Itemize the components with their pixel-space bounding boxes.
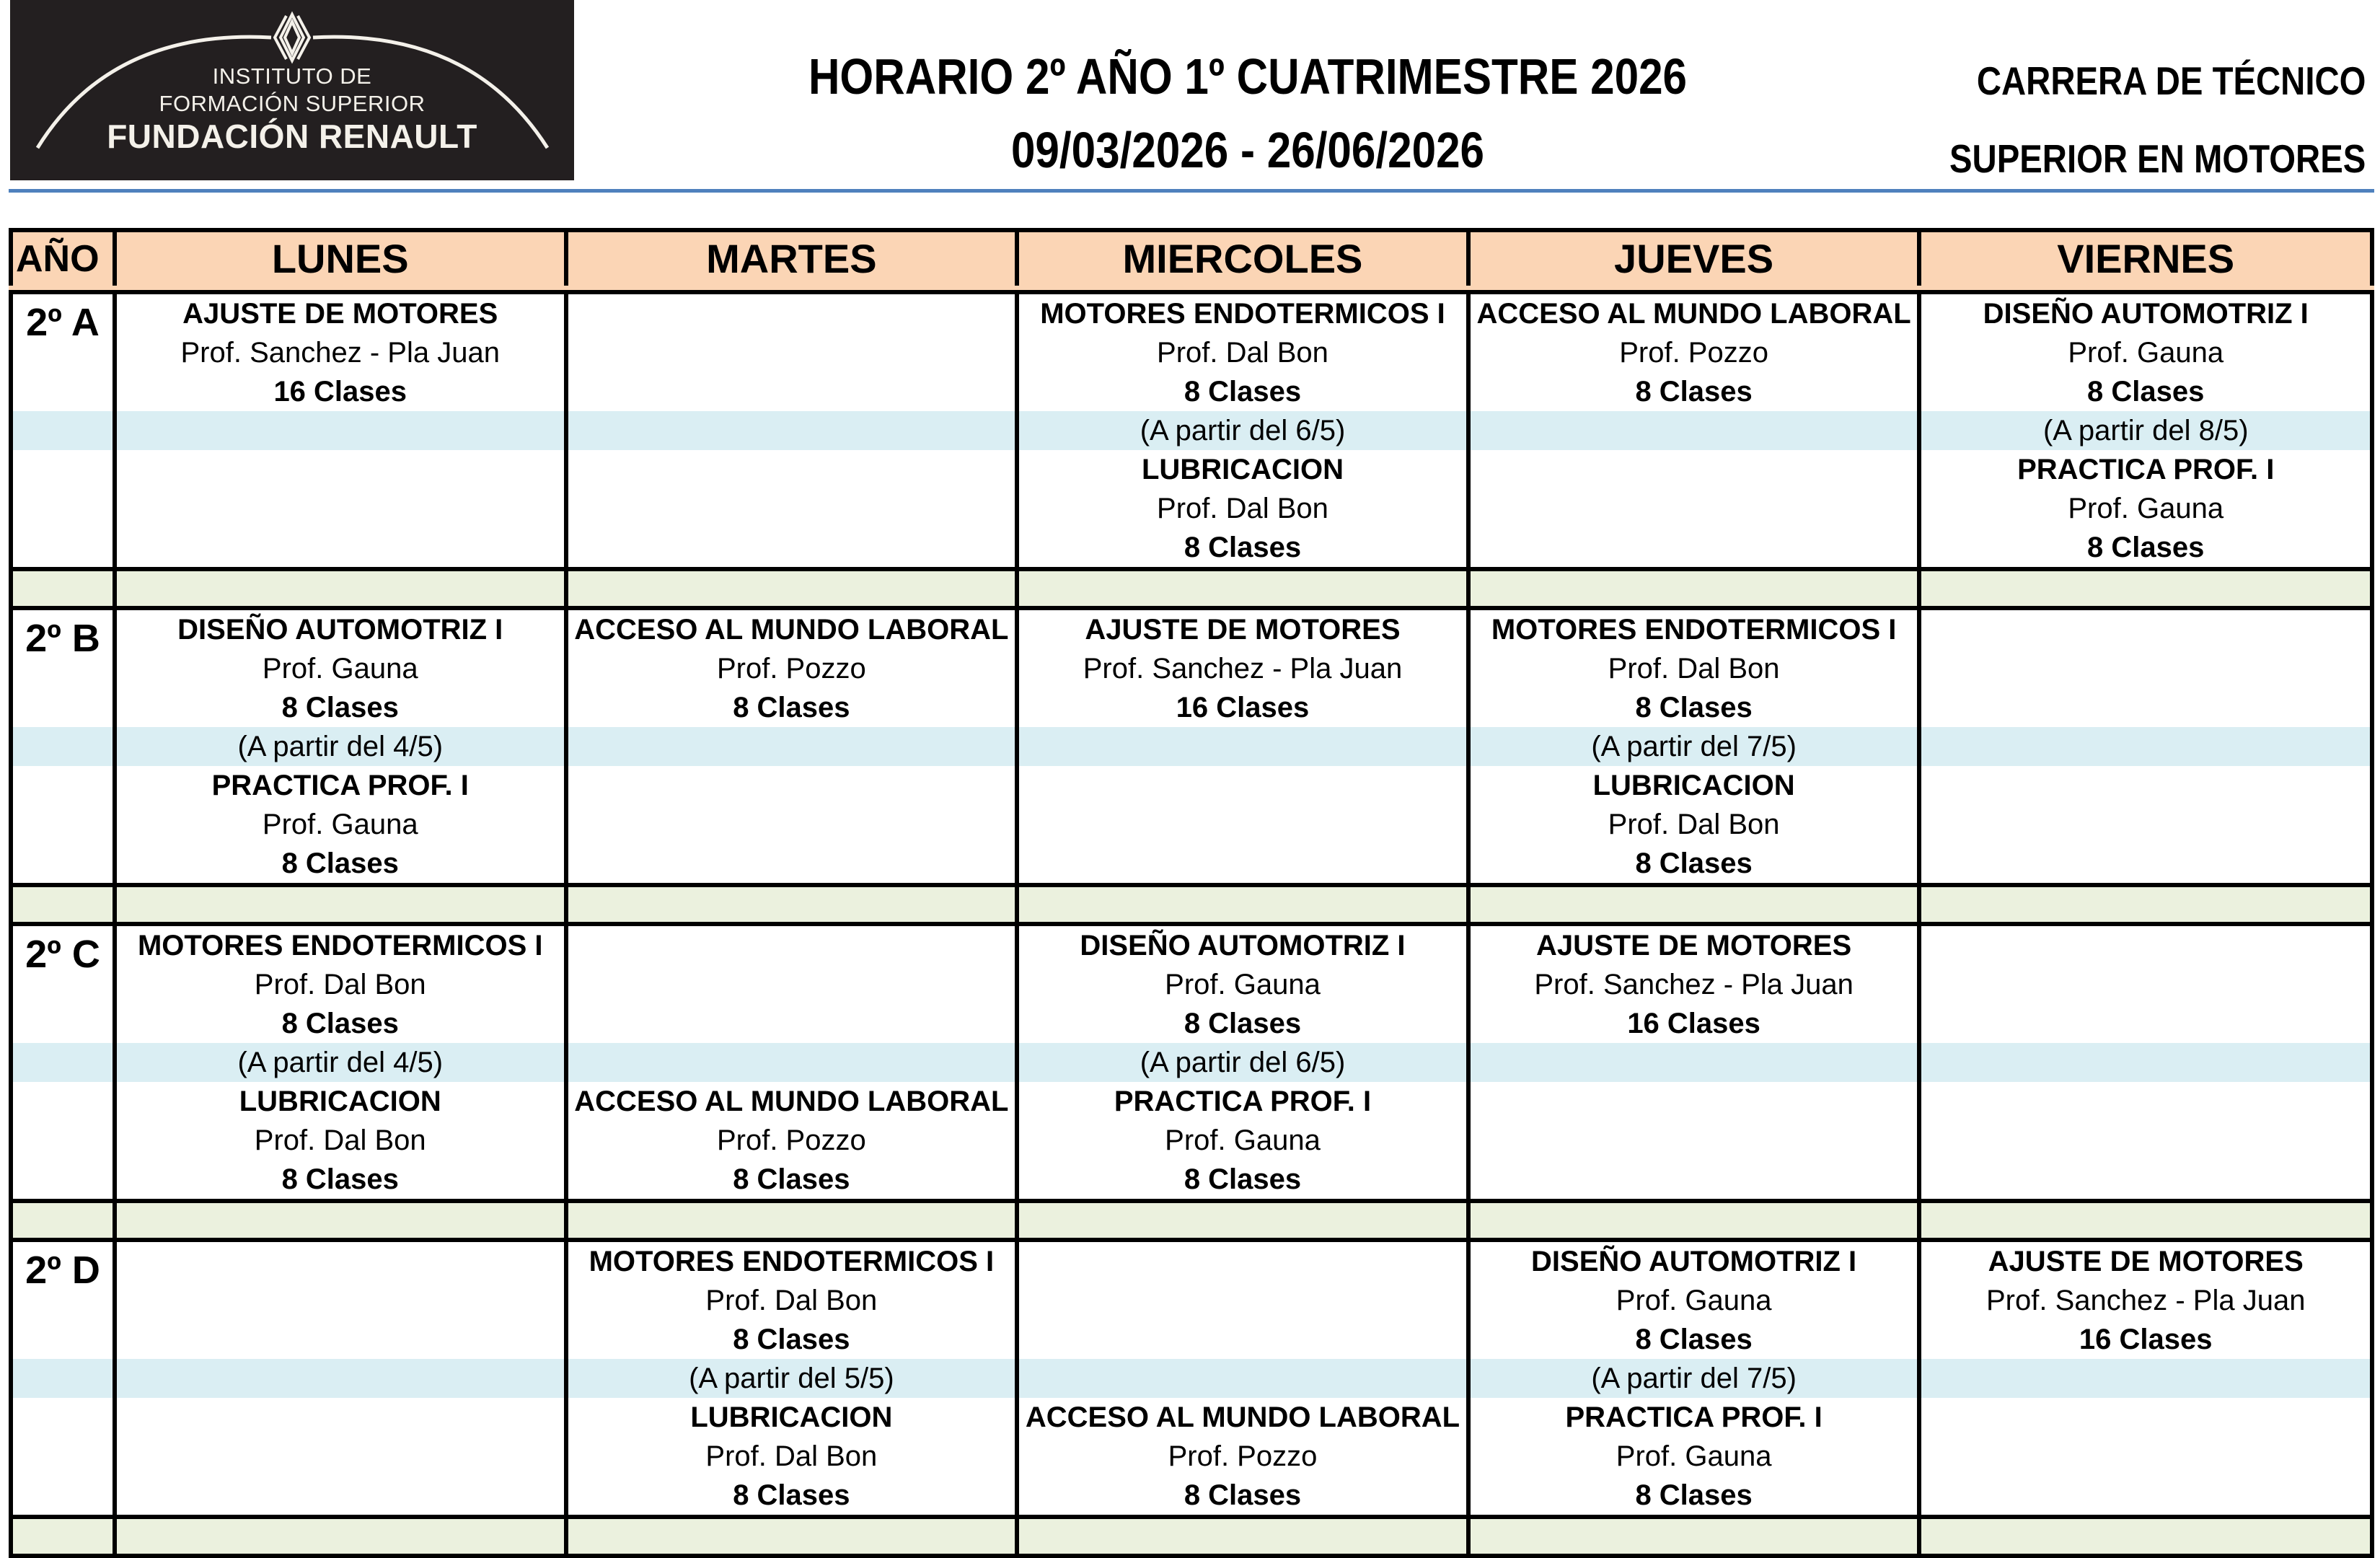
group-cell <box>9 1320 117 1359</box>
subject-name: AJUSTE DE MOTORES <box>1019 610 1471 649</box>
group-cell <box>9 450 117 489</box>
subject-name: AJUSTE DE MOTORES <box>117 294 568 333</box>
subject-name <box>568 926 1020 965</box>
table-row <box>9 1082 2374 1121</box>
group-cell <box>9 1160 117 1199</box>
subject-name: DISEÑO AUTOMOTRIZ I <box>1019 926 1471 965</box>
subject-name <box>117 1398 568 1437</box>
group-spacer-row <box>9 1199 2374 1242</box>
group-label: 2º D <box>25 1249 100 1292</box>
professor-name <box>568 805 1020 844</box>
spacer-cell <box>117 571 568 606</box>
logo-line-3: FUNDACIÓN RENAULT <box>107 118 477 155</box>
subject-name: ACCESO AL MUNDO LABORAL <box>1019 1398 1471 1437</box>
professor-name: Prof. Dal Bon <box>1471 649 1922 688</box>
start-date-note <box>1921 1359 2374 1398</box>
group-cell <box>9 1437 117 1476</box>
professor-name <box>1019 1281 1471 1320</box>
subject-name <box>568 766 1020 805</box>
spacer-cell <box>9 571 117 606</box>
class-count: 8 Clases <box>568 1160 1020 1199</box>
subject-name: MOTORES ENDOTERMICOS I <box>568 1242 1020 1281</box>
class-count <box>568 844 1020 883</box>
professor-name: Prof. Gauna <box>1921 489 2374 528</box>
subject-name <box>1921 1398 2374 1437</box>
group-cell <box>9 528 117 567</box>
class-count <box>1921 1476 2374 1515</box>
professor-name: Prof. Gauna <box>117 649 568 688</box>
group-cell <box>9 1359 117 1398</box>
table-row-note <box>9 1043 2374 1082</box>
class-count: 8 Clases <box>1471 688 1922 727</box>
subject-name: MOTORES ENDOTERMICOS I <box>1471 610 1922 649</box>
start-date-note <box>1471 411 1922 450</box>
subject-name: PRACTICA PROF. I <box>1921 450 2374 489</box>
spacer-cell <box>1019 1519 1471 1554</box>
subject-name: MOTORES ENDOTERMICOS I <box>117 926 568 965</box>
professor-name: Prof. Dal Bon <box>117 1121 568 1160</box>
career-line-1: CARRERA DE TÉCNICO <box>1976 58 2366 103</box>
class-count <box>1921 688 2374 727</box>
spacer-cell <box>1019 571 1471 606</box>
table-row <box>9 965 2374 1004</box>
subject-name: DISEÑO AUTOMOTRIZ I <box>117 610 568 649</box>
subject-name: PRACTICA PROF. I <box>1019 1082 1471 1121</box>
start-date-note: (A partir del 7/5) <box>1471 727 1922 766</box>
start-date-note <box>1921 1043 2374 1082</box>
group-cell <box>9 844 117 883</box>
column-header-miercoles: MIERCOLES <box>1019 232 1471 286</box>
class-count: 16 Clases <box>117 372 568 411</box>
group-label: 2º A <box>26 301 100 344</box>
class-count: 8 Clases <box>1019 1476 1471 1515</box>
group-cell <box>9 489 117 528</box>
professor-name <box>1921 1121 2374 1160</box>
professor-name: Prof. Sanchez - Pla Juan <box>1019 649 1471 688</box>
spacer-cell <box>9 1519 117 1554</box>
spacer-cell <box>568 1519 1020 1554</box>
spacer-cell <box>1019 887 1471 922</box>
group-cell <box>9 1043 117 1082</box>
spacer-cell <box>1471 1203 1922 1238</box>
professor-name <box>1921 965 2374 1004</box>
class-count: 16 Clases <box>1471 1004 1922 1043</box>
start-date-note: (A partir del 7/5) <box>1471 1359 1922 1398</box>
subject-name <box>1921 926 2374 965</box>
start-date-note: (A partir del 8/5) <box>1921 411 2374 450</box>
group-cell <box>9 411 117 450</box>
class-count <box>568 1004 1020 1043</box>
group-cell <box>9 1476 117 1515</box>
table-row <box>9 610 2374 649</box>
subject-name: ACCESO AL MUNDO LABORAL <box>568 1082 1020 1121</box>
spacer-cell <box>1471 571 1922 606</box>
class-count: 16 Clases <box>1921 1320 2374 1359</box>
table-row <box>9 333 2374 372</box>
date-range: 09/03/2026 - 26/06/2026 <box>1010 122 1485 178</box>
subject-name <box>117 450 568 489</box>
professor-name: Prof. Sanchez - Pla Juan <box>117 333 568 372</box>
table-header-row <box>9 228 2374 294</box>
class-count: 8 Clases <box>1019 528 1471 567</box>
class-count: 8 Clases <box>1019 372 1471 411</box>
table-row <box>9 1476 2374 1515</box>
spacer-cell <box>9 887 117 922</box>
subject-name <box>568 450 1020 489</box>
table-row <box>9 372 2374 411</box>
group-cell <box>9 372 117 411</box>
professor-name: Prof. Gauna <box>1921 333 2374 372</box>
subject-name: MOTORES ENDOTERMICOS I <box>1019 294 1471 333</box>
table-row-note <box>9 727 2374 766</box>
class-count <box>117 528 568 567</box>
class-count <box>117 1320 568 1359</box>
start-date-note: (A partir del 6/5) <box>1019 411 1471 450</box>
subject-name: LUBRICACION <box>1471 766 1922 805</box>
class-count: 8 Clases <box>1471 1476 1922 1515</box>
institute-logo <box>10 0 574 180</box>
professor-name <box>1921 649 2374 688</box>
subject-name: PRACTICA PROF. I <box>117 766 568 805</box>
subject-name <box>1921 766 2374 805</box>
professor-name: Prof. Gauna <box>117 805 568 844</box>
professor-name: Prof. Gauna <box>1471 1437 1922 1476</box>
table-row <box>9 1121 2374 1160</box>
subject-name <box>568 294 1020 333</box>
start-date-note <box>1921 727 2374 766</box>
subject-name <box>1471 1082 1922 1121</box>
professor-name: Prof. Pozzo <box>568 1121 1020 1160</box>
class-count: 8 Clases <box>1471 1320 1922 1359</box>
group-cell <box>9 1082 117 1121</box>
spacer-cell <box>568 571 1020 606</box>
spacer-cell <box>1921 1203 2374 1238</box>
subject-name: ACCESO AL MUNDO LABORAL <box>1471 294 1922 333</box>
subject-name <box>1019 1242 1471 1281</box>
subject-name <box>1471 450 1922 489</box>
class-count: 8 Clases <box>1019 1004 1471 1043</box>
page-title: HORARIO 2º AÑO 1º CUATRIMESTRE 2026 <box>808 48 1688 105</box>
professor-name <box>117 489 568 528</box>
spacer-cell <box>1921 571 2374 606</box>
column-header-jueves: JUEVES <box>1471 232 1922 286</box>
spacer-cell <box>568 1203 1020 1238</box>
column-header-ano: AÑO <box>9 232 117 286</box>
group-cell <box>9 1398 117 1437</box>
class-count <box>568 372 1020 411</box>
spacer-cell <box>117 887 568 922</box>
start-date-note <box>568 727 1020 766</box>
group-block <box>9 610 2374 883</box>
professor-name: Prof. Sanchez - Pla Juan <box>1921 1281 2374 1320</box>
subject-name: DISEÑO AUTOMOTRIZ I <box>1921 294 2374 333</box>
professor-name <box>568 489 1020 528</box>
professor-name <box>1471 1121 1922 1160</box>
table-row <box>9 1004 2374 1043</box>
professor-name: Prof. Dal Bon <box>568 1281 1020 1320</box>
spacer-cell <box>1921 1519 2374 1554</box>
class-count <box>568 528 1020 567</box>
start-date-note <box>117 411 568 450</box>
class-count <box>1019 1320 1471 1359</box>
table-row <box>9 1281 2374 1320</box>
class-count: 8 Clases <box>117 688 568 727</box>
professor-name: Prof. Dal Bon <box>1019 489 1471 528</box>
group-spacer-row <box>9 1515 2374 1558</box>
professor-name: Prof. Dal Bon <box>568 1437 1020 1476</box>
start-date-note <box>1471 1043 1922 1082</box>
professor-name <box>1019 805 1471 844</box>
subject-name: LUBRICACION <box>568 1398 1020 1437</box>
subject-name: LUBRICACION <box>1019 450 1471 489</box>
spacer-cell <box>117 1203 568 1238</box>
subject-name: LUBRICACION <box>117 1082 568 1121</box>
spacer-cell <box>1921 887 2374 922</box>
start-date-note <box>568 411 1020 450</box>
professor-name <box>568 333 1020 372</box>
class-count: 8 Clases <box>117 1004 568 1043</box>
professor-name <box>117 1437 568 1476</box>
class-count: 8 Clases <box>1921 528 2374 567</box>
professor-name: Prof. Pozzo <box>568 649 1020 688</box>
table-row <box>9 1398 2374 1437</box>
professor-name <box>568 965 1020 1004</box>
professor-name: Prof. Pozzo <box>1471 333 1922 372</box>
group-block <box>9 1242 2374 1515</box>
table-row <box>9 926 2374 965</box>
start-date-note: (A partir del 4/5) <box>117 727 568 766</box>
professor-name: Prof. Dal Bon <box>117 965 568 1004</box>
group-spacer-row <box>9 567 2374 610</box>
professor-name: Prof. Gauna <box>1019 965 1471 1004</box>
class-count <box>1471 528 1922 567</box>
table-row <box>9 450 2374 489</box>
professor-name <box>1921 805 2374 844</box>
group-cell <box>9 727 117 766</box>
group-block <box>9 294 2374 567</box>
subject-name <box>1921 610 2374 649</box>
start-date-note: (A partir del 5/5) <box>568 1359 1020 1398</box>
logo-line-1: INSTITUTO DE <box>212 63 372 89</box>
spacer-cell <box>9 1203 117 1238</box>
table-row <box>9 528 2374 567</box>
subject-name <box>1019 766 1471 805</box>
professor-name: Prof. Dal Bon <box>1471 805 1922 844</box>
professor-name: Prof. Gauna <box>1471 1281 1922 1320</box>
subject-name <box>117 1242 568 1281</box>
class-count: 8 Clases <box>1471 844 1922 883</box>
table-row <box>9 688 2374 727</box>
class-count <box>1921 1160 2374 1199</box>
header-divider <box>9 189 2374 193</box>
spacer-cell <box>1471 887 1922 922</box>
schedule-table <box>9 228 2374 1558</box>
professor-name <box>1921 1437 2374 1476</box>
group-label: 2º C <box>25 933 100 976</box>
table-row <box>9 489 2374 528</box>
group-cell <box>9 688 117 727</box>
logo-line-2: FORMACIÓN SUPERIOR <box>159 91 426 116</box>
start-date-note <box>1019 727 1471 766</box>
class-count: 8 Clases <box>1921 372 2374 411</box>
professor-name <box>1471 489 1922 528</box>
class-count: 16 Clases <box>1019 688 1471 727</box>
professor-name: Prof. Dal Bon <box>1019 333 1471 372</box>
group-cell <box>9 1004 117 1043</box>
table-row <box>9 649 2374 688</box>
table-row-note <box>9 411 2374 450</box>
class-count <box>1921 844 2374 883</box>
group-cell <box>9 1121 117 1160</box>
subject-name: ACCESO AL MUNDO LABORAL <box>568 610 1020 649</box>
subject-name: AJUSTE DE MOTORES <box>1471 926 1922 965</box>
career-line-2: SUPERIOR EN MOTORES <box>1949 136 2366 181</box>
column-header-martes: MARTES <box>568 232 1020 286</box>
table-row <box>9 766 2374 805</box>
spacer-cell <box>117 1519 568 1554</box>
table-row <box>9 1160 2374 1199</box>
table-row <box>9 1320 2374 1359</box>
professor-name: Prof. Pozzo <box>1019 1437 1471 1476</box>
spacer-cell <box>1471 1519 1922 1554</box>
subject-name: AJUSTE DE MOTORES <box>1921 1242 2374 1281</box>
class-count: 8 Clases <box>1471 372 1922 411</box>
start-date-note <box>1019 1359 1471 1398</box>
class-count <box>117 1476 568 1515</box>
subject-name <box>1921 1082 2374 1121</box>
start-date-note <box>568 1043 1020 1082</box>
class-count: 8 Clases <box>117 844 568 883</box>
table-row <box>9 805 2374 844</box>
subject-name: DISEÑO AUTOMOTRIZ I <box>1471 1242 1922 1281</box>
table-row <box>9 294 2374 333</box>
column-header-viernes: VIERNES <box>1921 232 2374 286</box>
table-row <box>9 844 2374 883</box>
spacer-cell <box>568 887 1020 922</box>
class-count <box>1471 1160 1922 1199</box>
class-count: 8 Clases <box>1019 1160 1471 1199</box>
table-row-note <box>9 1359 2374 1398</box>
group-label: 2º B <box>25 617 100 660</box>
professor-name <box>117 1281 568 1320</box>
professor-name: Prof. Sanchez - Pla Juan <box>1471 965 1922 1004</box>
class-count: 8 Clases <box>568 1476 1020 1515</box>
class-count <box>1019 844 1471 883</box>
table-row <box>9 1437 2374 1476</box>
class-count: 8 Clases <box>117 1160 568 1199</box>
group-spacer-row <box>9 883 2374 926</box>
column-header-lunes: LUNES <box>117 232 568 286</box>
professor-name: Prof. Gauna <box>1019 1121 1471 1160</box>
spacer-cell <box>1019 1203 1471 1238</box>
class-count <box>1921 1004 2374 1043</box>
start-date-note: (A partir del 4/5) <box>117 1043 568 1082</box>
class-count: 8 Clases <box>568 1320 1020 1359</box>
start-date-note: (A partir del 6/5) <box>1019 1043 1471 1082</box>
table-row <box>9 1242 2374 1281</box>
start-date-note <box>117 1359 568 1398</box>
group-cell <box>9 766 117 805</box>
group-block <box>9 926 2374 1199</box>
class-count: 8 Clases <box>568 688 1020 727</box>
subject-name: PRACTICA PROF. I <box>1471 1398 1922 1437</box>
group-cell <box>9 805 117 844</box>
